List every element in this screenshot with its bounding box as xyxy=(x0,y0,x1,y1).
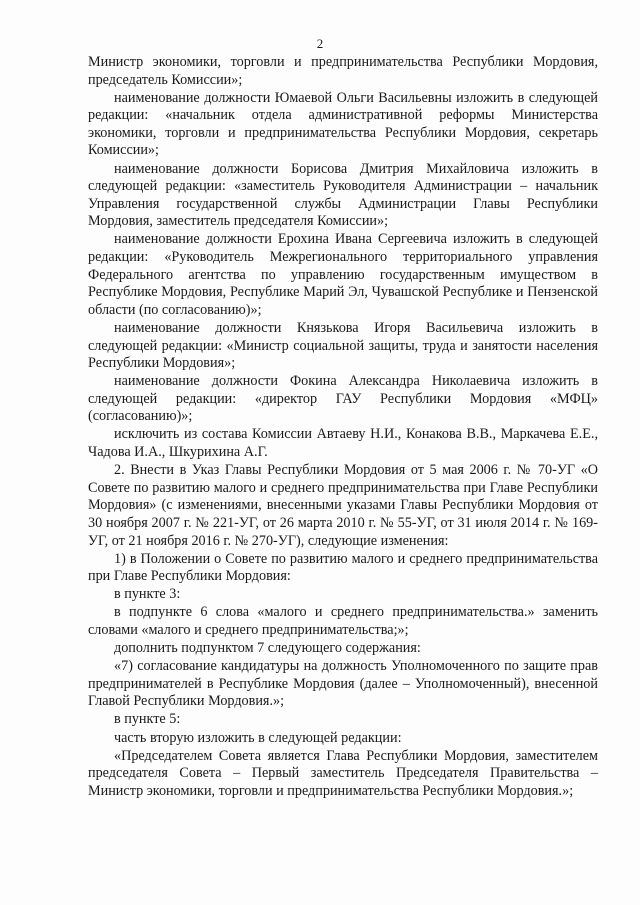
paragraph: Министр экономики, торговли и предпринимательства Республики Мордовия, председатель Комиссии»; xyxy=(88,54,598,88)
paragraph: дополнить подпунктом 7 следующего содержания: xyxy=(114,640,421,657)
paragraph: «Председателем Совета является Глава Республики Мордовия, заместителем председателя Совета – Первый заместитель Председателя Правительства – Министр экономики, торговли и предпринимательства Республики Мордовия.»; xyxy=(88,747,598,799)
paragraph: «7) согласование кандидатуры на должность Уполномоченного по защите прав предпринимателей в Республике Мордовия (далее – Уполномоченный), внесенной Главой Республики Мордовия.»; xyxy=(88,658,598,710)
page-number: 2 xyxy=(316,36,324,51)
paragraph: наименование должности Борисова Дмитрия Михайловича изложить в следующей редакции: «заместитель Руководителя Администрации – начальник Управления государственной службы Администрации Главы Республики Мордовия, заместитель председателя Комиссии»; xyxy=(88,160,598,230)
paragraph: в пункте 5: xyxy=(114,711,181,728)
paragraph: наименование должности Фокина Александра Николаевича изложить в следующей редакции: «директор ГАУ Республики Мордовия «МФЦ» (согласованию)»; xyxy=(88,373,598,425)
paragraph: исключить из состава Комиссии Автаеву Н.И., Конакова В.В., Маркачева Е.Е., Чадова И.А., Шкурихина А.Г. xyxy=(88,426,598,461)
paragraph: 1) в Положении о Совете по развитию малого и среднего предпринимательства при Главе Республики Мордовия: xyxy=(88,550,598,585)
paragraph: наименование должности Юмаевой Ольги Васильевны изложить в следующей редакции: «начальник отдела административной реформы Министерства экономики, торговли и предпринимательства Республики Мордовия, секретарь Комиссии»; xyxy=(88,89,598,159)
paragraph: в пункте 3: xyxy=(114,586,181,603)
paragraph: часть вторую изложить в следующей редакции: xyxy=(114,729,402,746)
paragraph: наименование должности Ерохина Ивана Сергеевича изложить в следующей редакции: «Руководитель Межрегионального территориального управления Федерального агентства по управлению государственным имуществом в Республике Мордовия, Республике Марий Эл, Чувашской Республике и Пензенской области (по согласованию)»; xyxy=(88,231,598,318)
paragraph: 2. Внести в Указ Главы Республики Мордовия от 5 мая 2006 г. № 70-УГ «О Совете по развитию малого и среднего предпринимательства при Главе Республики Мордовия» (с изменениями, внесенными указами Главы Республики Мордовия от 30 ноября 2007 г. № 221-УГ, от 26 марта 2010 г. № 55-УГ, от 31 июля 2014 г. № 169-УГ, от 21 ноября 2016 г. № 270-УГ), следующие изменения: xyxy=(88,462,598,549)
paragraph: наименование должности Князькова Игоря Васильевича изложить в следующей редакции: «Министр социальной защиты, труда и занятости населения Республики Мордовия»; xyxy=(88,319,598,372)
paragraph: в подпункте 6 слова «малого и среднего предпринимательства.» заменить словами «малого и среднего предпринимательства;»; xyxy=(88,604,598,638)
document-body xyxy=(88,54,598,801)
